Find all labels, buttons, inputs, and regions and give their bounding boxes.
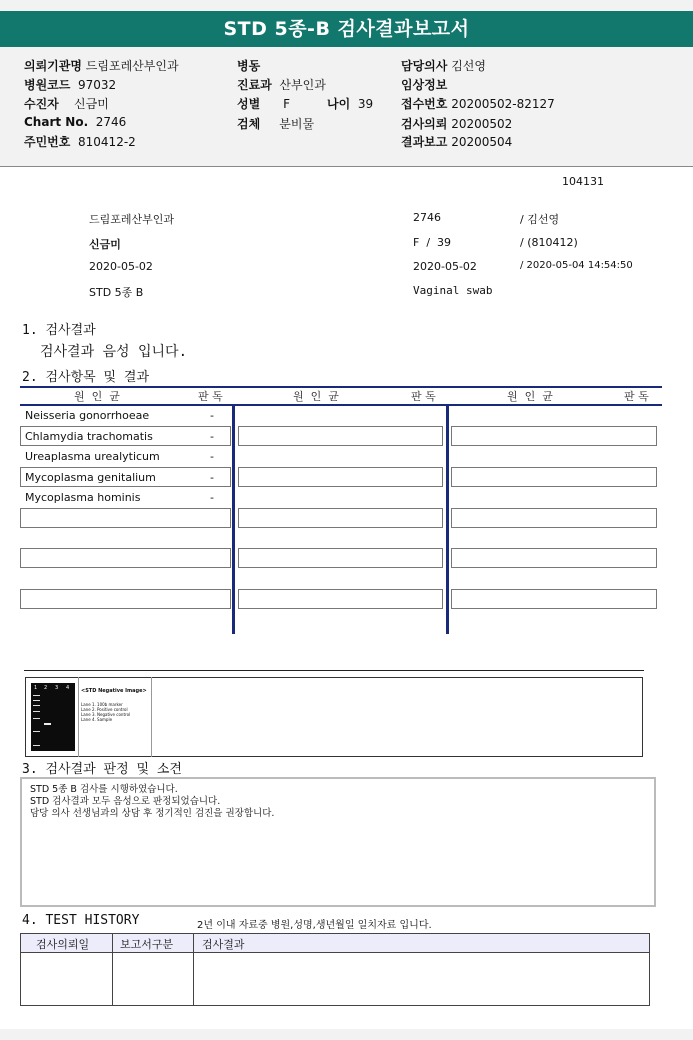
header-left-1: 병원코드 97032 — [24, 78, 117, 92]
row-box — [451, 548, 657, 568]
info-test-name: STD 5종 B — [89, 286, 144, 299]
header-mid-3: 검체 분비물 — [237, 117, 315, 131]
report-number: 104131 — [562, 175, 604, 188]
organism-name: Mycoplasma hominis — [25, 491, 141, 504]
header-left-0: 의뢰기관명 드림포레산부인과 — [24, 59, 179, 73]
header-right-3: 검사의뢰 20200502 — [401, 117, 513, 131]
header-mid-2: 성별 F — [237, 97, 290, 111]
gel-band — [33, 718, 40, 719]
gel-lane-label: 4 — [66, 685, 70, 691]
gel-band — [33, 711, 40, 712]
organism-name: Mycoplasma genitalium — [25, 471, 156, 484]
gel-lane-label: 3 — [55, 685, 59, 691]
header-right-0: 담당의사 김선영 — [401, 59, 486, 73]
history-col-divider — [112, 934, 113, 1006]
gel-band — [33, 700, 40, 701]
gel-lane-label: 1 — [34, 685, 38, 691]
row-box — [238, 467, 443, 487]
history-col-type: 보고서구분 — [120, 938, 174, 951]
header-left-2: 수진자 신금미 — [24, 97, 109, 111]
organism-result: - — [210, 430, 214, 443]
history-col-result: 검사결과 — [202, 938, 245, 951]
row-box — [20, 508, 231, 528]
header-mid-1: 진료과 산부인과 — [237, 78, 326, 92]
organism-result: - — [210, 471, 214, 484]
header-age: 나이 39 — [327, 97, 374, 111]
gel-band — [44, 723, 51, 725]
history-note: 2년 이내 자료중 병원,성명,생년월일 일치자료 입니다. — [197, 920, 432, 931]
section1-title: 1. 검사결과 — [22, 323, 96, 338]
section3-title: 3. 검사결과 판정 및 소견 — [22, 762, 182, 777]
row-box — [451, 589, 657, 609]
history-col-divider — [193, 934, 194, 1006]
info-date-receive: 2020-05-02 — [413, 260, 477, 273]
row-box — [20, 548, 231, 568]
header-right-4: 결과보고 20200504 — [401, 135, 513, 149]
row-box — [451, 467, 657, 487]
row-box — [238, 589, 443, 609]
organism-result: - — [210, 491, 214, 504]
col-head-res-3: 판 독 — [624, 390, 649, 403]
info-sex-age: F / 39 — [413, 236, 452, 249]
organism-name: Ureaplasma urealyticum — [25, 450, 160, 463]
info-chart: 2746 — [413, 211, 441, 224]
history-table — [20, 933, 650, 1006]
row-box — [451, 508, 657, 528]
info-date-request: 2020-05-02 — [89, 260, 153, 273]
info-birth: / (810412) — [520, 236, 578, 249]
row-box — [451, 426, 657, 446]
header-right-1: 임상정보 — [401, 78, 448, 92]
history-header — [20, 933, 650, 953]
info-patient: 신금미 — [89, 238, 121, 251]
column-divider — [446, 404, 449, 634]
header-right-2: 접수번호 20200502-82127 — [401, 97, 555, 111]
organism-result: - — [210, 450, 214, 463]
section1-text: 검사결과 음성 입니다. — [40, 344, 188, 360]
gel-band — [33, 745, 40, 746]
info-specimen: Vaginal swab — [413, 284, 493, 297]
section2-title: 2. 검사항목 및 결과 — [22, 370, 150, 385]
report-title: STD 5종-B 검사결과보고서 — [0, 11, 693, 47]
opinion-text: STD 5종 B 검사를 시행하였습니다. STD 검사결과 모두 음성으로 판정되었습니다. 담당 의사 선생님과의 상담 후 정기적인 검진을 권장합니다. — [30, 784, 275, 819]
table-head-rule — [20, 404, 662, 406]
col-head-org-1: 원 인 균 — [74, 390, 120, 403]
col-head-res-1: 판 독 — [198, 390, 223, 403]
divider-line — [24, 670, 644, 671]
header-left-4: 주민번호 810412-2 — [24, 135, 136, 149]
info-hospital: 드림포레산부인과 — [89, 213, 175, 226]
row-box — [238, 508, 443, 528]
col-head-org-3: 원 인 균 — [507, 390, 553, 403]
info-date-report: / 2020-05-04 14:54:50 — [520, 260, 633, 271]
gel-band — [33, 695, 40, 696]
col-head-res-2: 판 독 — [411, 390, 436, 403]
header-left-3: Chart No. 2746 — [24, 115, 127, 129]
gel-band — [33, 705, 40, 706]
gel-band — [33, 731, 40, 732]
info-doctor: / 김선영 — [520, 213, 560, 226]
gel-lane-label: 2 — [44, 685, 48, 691]
history-col-date: 검사의뢰일 — [36, 938, 90, 951]
gel-legend: Lane 1. 100b marker Lane 2. Positive control Lane 3. Negative control Lane 4. Sample — [81, 702, 131, 722]
row-box — [20, 589, 231, 609]
gel-legend-title: <STD Negative Image> — [81, 688, 147, 694]
organism-result: - — [210, 409, 214, 422]
organism-name: Chlamydia trachomatis — [25, 430, 153, 443]
section4-title: 4. TEST HISTORY — [22, 913, 140, 928]
row-box — [238, 426, 443, 446]
col-head-org-2: 원 인 균 — [293, 390, 339, 403]
gel-image — [31, 683, 75, 751]
row-box — [238, 548, 443, 568]
column-divider — [232, 404, 235, 634]
organism-name: Neisseria gonorrhoeae — [25, 409, 150, 422]
header-mid-0: 병동 — [237, 59, 261, 73]
